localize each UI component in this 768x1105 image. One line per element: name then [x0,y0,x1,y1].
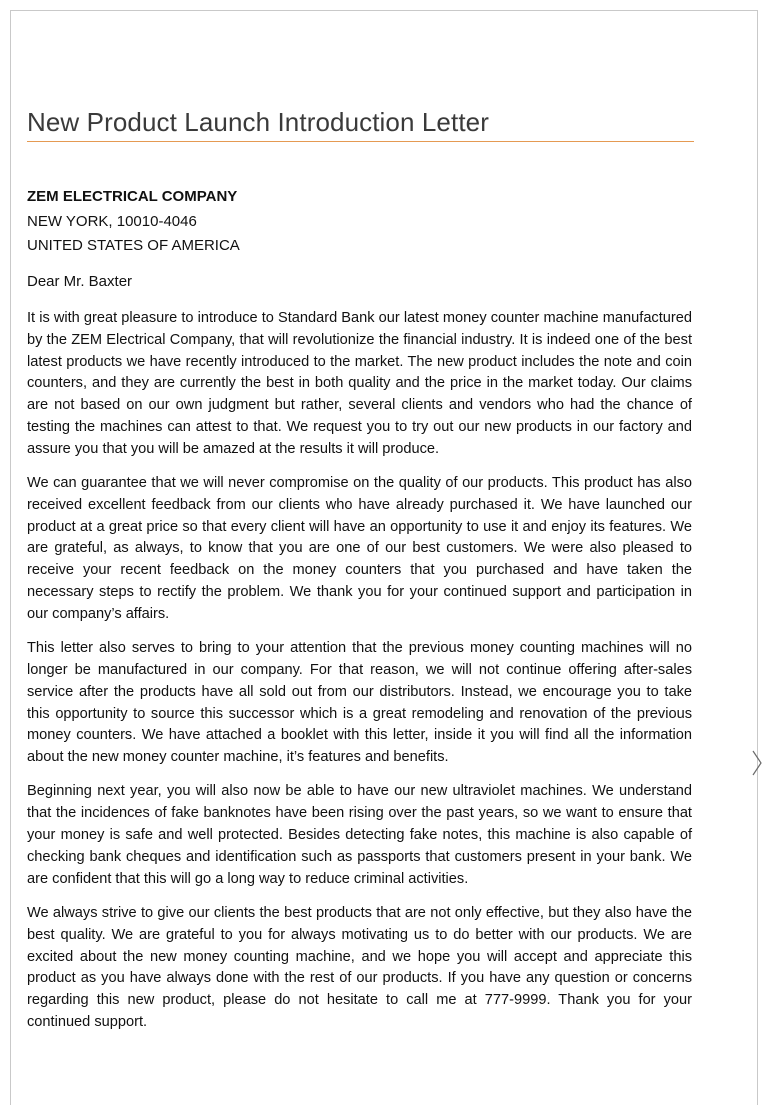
salutation: Dear Mr. Baxter [27,273,133,290]
body-paragraph-1: It is with great pleasure to introduce to Standard Bank our latest money counter machine manufactured by the ZEM Electrical Company, that will revolutionize the financial industry. It is indeed one of the best latest products we have recently introduced to the market. The new product includes the note and coin counters, and they are currently the best in both quality and the price in the market today. Our claims are not based on our own judgment but rather, several clients and vendors who had the chance of testing the machines can attest to that. We request you to try out our new products in our factory and assure you that you will be amazed at the results it will produce. [27,310,692,457]
sender-city-zip: NEW YORK, 10010-4046 [27,212,197,230]
sender-address-block [27,185,695,259]
sender-company: ZEM ELECTRICAL COMPANY [27,188,238,205]
document-title: New Product Launch Introduction Letter [27,107,489,137]
sender-country: UNITED STATES OF AMERICA [27,237,240,254]
title-underline [27,141,694,142]
body-paragraph-3: This letter also serves to bring to your attention that the previous money counting machines will no longer be manufactured in our company. For that reason, we will not continue offering after-sales service after the products have all sold out from our distributors. Instead, we encourage you to take this opportunity to source this successor which is a great remodeling and renovation of the previous money counters. We have attached a booklet with this letter, inside it you will find all the information about the new money counter machine, it’s features and benefits. [27,640,692,766]
body-paragraph-2: We can guarantee that we will never compromise on the quality of our products. This product has also received excellent feedback from our clients who have already purchased it. We have launched our product at a great price so that every client will have an opportunity to use it and enjoy its features. We are grateful, as always, to know that you are one of our best customers. We were also pleased to receive your recent feedback on the money counters that you purchased and have taken the necessary steps to rectify the problem. We thank you for your continued support and participation in our company’s affairs. [27,475,692,622]
chevron-right-icon[interactable] [751,750,763,776]
body-paragraph-4: Beginning next year, you will also now be able to have our new ultraviolet machines. We understand that the incidences of fake banknotes have been rising over the past years, so we want to ensure that your money is safe and well protected. Besides detecting fake notes, this machine is also capable of checking bank cheques and identification such as passports that customers present in your bank. We are confident that this will go a long way to reduce criminal activities. [27,783,692,887]
body-paragraph-5: We always strive to give our clients the best products that are not only effective, but they also have the best quality. We are grateful to you for always motivating us to do better with our products. We are excited about the new money counting machine, and we hope you will accept and appreciate this product as you have always done with the rest of our products. If you have any question or concerns regarding this new product, please do not hesitate to call me at 777-9999. Thank you for your continued support. [27,904,692,1030]
letter-body [27,308,692,1046]
